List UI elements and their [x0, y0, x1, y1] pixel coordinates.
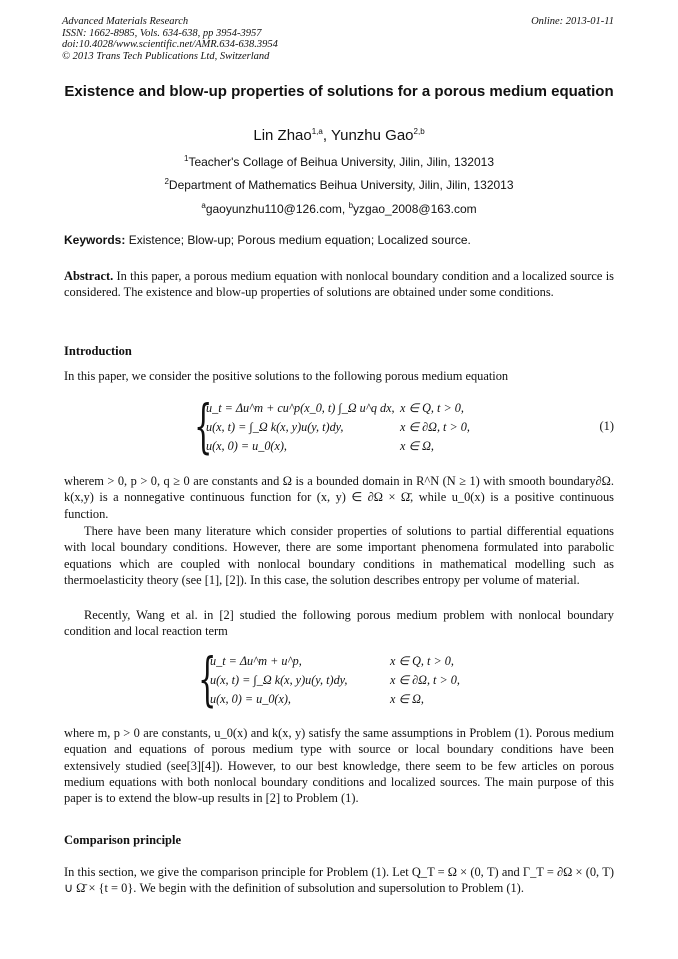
keywords: [64, 233, 471, 247]
eq2-line-2-rhs: x ∈ ∂Ω, t > 0,: [390, 673, 460, 687]
authors: [0, 127, 678, 144]
affiliation-1-sup: 1: [183, 154, 189, 163]
eq1-line-1-lhs: u_t = Δu^m + cu^p(x_0, t) ∫_Ω u^q dx,: [206, 401, 395, 415]
affiliation-2-sup: 2: [164, 177, 169, 186]
abstract: [64, 268, 614, 301]
comparison-paragraph-1: In this section, we give the comparison principle for Problem (1). Let Q_T = Ω × (0, T) and Γ_T = ∂Ω × (0, T) ∪ Ω̄ × {t = 0}. We begin with the definition of subsolution and supersolution to Problem (1).: [64, 865, 614, 896]
affiliation-1: [0, 154, 678, 169]
affiliation-1-text: Teacher's Collage of Beihua University, Jilin, Jilin, 132013: [188, 155, 494, 169]
affiliation-2-text: Department of Mathematics Beihua University, Jilin, Jilin, 132013: [168, 178, 514, 192]
copyright: © 2013 Trans Tech Publications Ltd, Switzerland: [62, 50, 270, 62]
keywords-text: Existence; Blow-up; Porous medium equation; Localized source.: [125, 233, 471, 247]
eq2-line-3-lhs: u(x, 0) = u_0(x),: [210, 692, 291, 706]
paper-title: Existence and blow-up properties of solutions for a porous medium equation: [64, 83, 614, 100]
equation-2-rhs: [390, 652, 460, 709]
equation-2-brace: {: [198, 645, 217, 713]
intro-paragraph-2: wherem > 0, p > 0, q ≥ 0 are constants and Ω is a bounded domain in R^N (N ≥ 1) with smooth boundary∂Ω. k(x,y) is a nonnegative continuous function for (x, y) ∈ ∂Ω × Ω̄, while u_0(x) is a positive continuous function.: [64, 474, 614, 521]
eq2-line-1-lhs: u_t = Δu^m + u^p,: [210, 654, 302, 668]
equation-1-rhs: [400, 399, 470, 456]
intro-heading: Introduction: [64, 344, 132, 358]
eq2-line-1-rhs: x ∈ Q, t > 0,: [390, 654, 454, 668]
email-a-sup: a: [201, 201, 206, 210]
issn: ISSN: 1662-8985, Vols. 634-638, pp 3954-3957: [62, 27, 262, 39]
eq1-line-2-rhs: x ∈ ∂Ω, t > 0,: [400, 420, 470, 434]
keywords-label: Keywords:: [64, 233, 126, 247]
journal-name: Advanced Materials Research: [62, 16, 189, 27]
author-separator: ,: [322, 127, 331, 144]
eq1-line-3-rhs: x ∈ Ω,: [400, 439, 434, 453]
author-1-sup: 1,a: [311, 127, 323, 136]
email-b-sup: b: [348, 201, 354, 210]
doi: doi:10.4028/www.scientific.net/AMR.634-638.3954: [62, 39, 278, 50]
equation-1-number: (1): [599, 419, 614, 433]
intro-paragraph-1: In this paper, we consider the positive solutions to the following porous medium equation: [64, 369, 509, 383]
intro-paragraph-3: There have been many literature which consider properties of solutions to partial differential equations with local boundary conditions. However, there are some important phenomena formulated into parabolic equations which are coupled with nonlocal boundary conditions in mathematical modelling such as thermoelasticity theory (see [1], [2]). In this case, the solution describes entropy per volume of material.: [64, 524, 614, 587]
author-1: Lin Zhao: [253, 127, 312, 144]
emails: [0, 201, 678, 216]
equation-2-lhs: [210, 652, 347, 709]
author-2-sup: 2,b: [413, 127, 425, 136]
intro-paragraph-5: where m, p > 0 are constants, u_0(x) and k(x, y) satisfy the same assumptions in Problem (1). Porous medium equation and equations of porous medium type with source or local boundary conditions have been extensively studied (see[3][4]). However, to our best knowledge, there seem to be few articles on porous medium equations with both nonlocal boundary conditions and localized sources. The main purpose of this paper is to extend the blow-up results in [2] to Problem (1).: [64, 726, 614, 806]
equation-1-brace: {: [194, 392, 213, 460]
intro-paragraph-4: Recently, Wang et al. in [2] studied the following porous medium problem with nonlocal boundary condition and local reaction term: [64, 608, 614, 639]
equation-1-lhs: [206, 399, 395, 456]
email-a: gaoyunzhu110@126.com,: [205, 202, 349, 216]
eq1-line-1-rhs: x ∈ Q, t > 0,: [400, 401, 464, 415]
eq2-line-3-rhs: x ∈ Ω,: [390, 692, 424, 706]
eq1-line-2-lhs: u(x, t) = ∫_Ω k(x, y)u(y, t)dy,: [206, 420, 344, 434]
author-2: Yunzhu Gao: [330, 127, 414, 144]
online-date: Online: 2013-01-11: [531, 16, 614, 27]
journal-header: [62, 16, 278, 62]
comparison-heading: Comparison principle: [64, 833, 182, 847]
abstract-label: Abstract.: [64, 269, 114, 283]
abstract-text: In this paper, a porous medium equation with nonlocal boundary condition and a localized source is considered. The existence and blow-up properties of solutions are obtained under some conditions.: [64, 269, 614, 300]
equation-1: [194, 392, 614, 461]
equation-2: [198, 645, 498, 714]
affiliation-2: [0, 177, 678, 192]
email-b: yzgao_2008@163.com: [353, 202, 477, 216]
eq2-line-2-lhs: u(x, t) = ∫_Ω k(x, y)u(y, t)dy,: [210, 673, 348, 687]
eq1-line-3-lhs: u(x, 0) = u_0(x),: [206, 439, 287, 453]
